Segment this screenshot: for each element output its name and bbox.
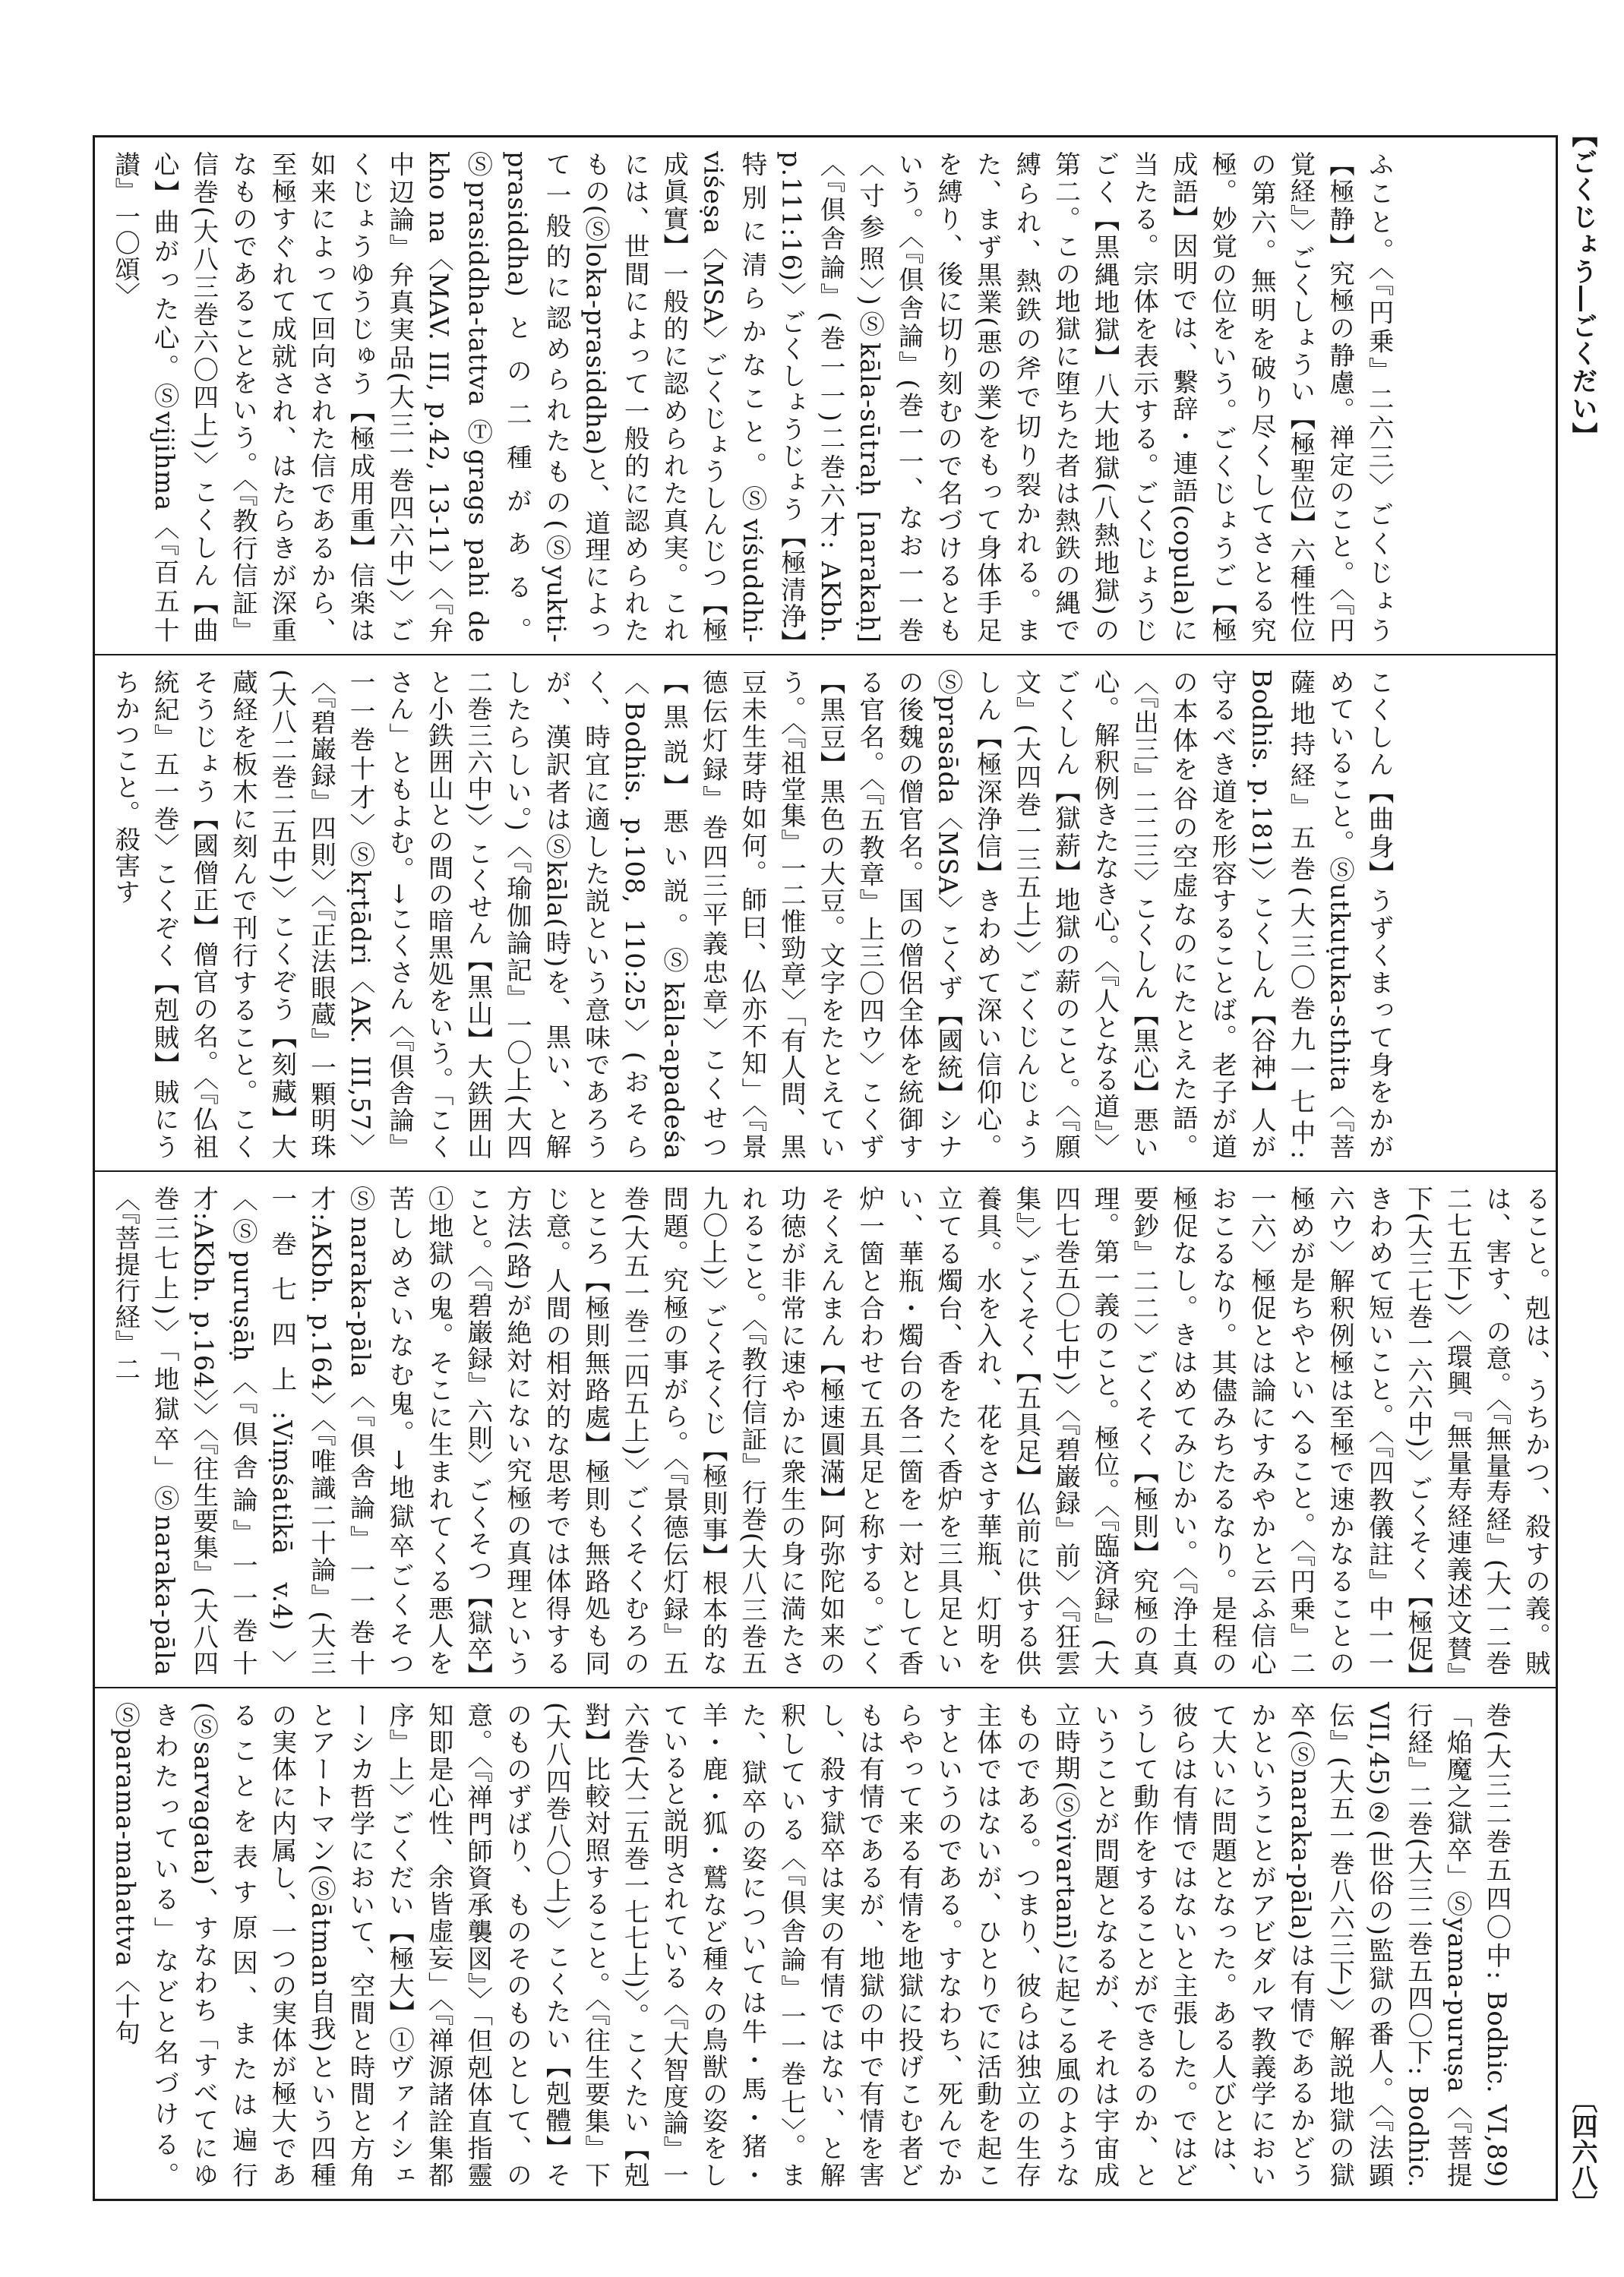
tier-1-text: ふこと。〈『円乗』二六三〉ごくじょう【極静】究極の静慮。禅定のこと。〈『円覚経』〉ごくしょうい【極聖位】六種性位の第六。無明を破り尽くしてさとる究極。妙覚の位をいう。ごくじょうご【極成語】因明では、繋辞・連語(copula)に当たる。宗体を表示する。ごくじょうじごく【黒縄地獄】八大地獄(八熱地獄)の第二。この地獄に堕ちた者は熱鉄の縄で縛られ、熱鉄の斧で切り裂かれる。また、まず黒業(悪の業)をもって身体手足を縛り、後に切り刻むので名づけるともいう。〈『倶舎論』(巻一一、なお一一巻〈寸参照〉)Ⓢkāla-sūtraḥ [narakaḥ]〈『倶舎論』(巻一一)二巻六才: AKbh. p.111:16)〉ごくしょうじょう【極清浄】特別に清らかなこと。Ⓢviśuddhi-viśeṣa〈MSA〉ごくじょうしんじつ【極成眞實】一般的に認められた真実。これには、世間によって一般的に認められたもの(Ⓢloka-prasiddha)と、道理によって一般的に認められたもの(Ⓢyukti-prasiddha)との二種がある。Ⓢprasiddha-tattva Ⓣgrags pahi de kho na〈MAV. III, p.42, 13-11〉〈『弁中辺論』弁真実品(大三一巻四六中)〉ごくじょうゆうじゅう【極成用重】信楽は如来によって回向された信であるから、至極すぐれて成就され、はたらきが深重なものであることをいう。〈『教行信証』信巻(大八三巻六〇四上)〉こくしん【曲心】曲がった心。Ⓢvijihma〈『百五十讃』一〇頌〉 — [110, 151, 1395, 643]
tier-3-text: ること。剋は、うちかつ、殺すの義。賊は、害す、の意。〈『無量寿経』(大一二巻二七五下)〉〈環興『無量寿経連義述文賛』下(大三七巻一六六中)〉ごくそく【極促】きわめて短いこと。〈『四教儀註』中一一六ウ〉解釈例極は至極で速かなることの極めが是ちやといへること。〈『円乗』二一六〉極促とは論にすみやかと云ふ信心おこるなり。其儘みちたるなり。是程の極促なし。きはめてみじかい。〈『浄土真要鈔』二二〉ごくそく【極則】究極の真理。第一義のこと。極位。〈『臨済録』(大四七巻五〇七中)〉〈『碧巌録』前〉〈『狂雲集』〉ごくそく【五具足】仏前に供する供養具。水を入れ、花をさす華瓶、灯明を立てる燭台、香をたく香炉を三具足といい、華瓶・燭台の各二箇を一対として香炉一箇と合わせて五具足と称する。ごくそくえんまん【極速圓滿】阿弥陀如来の功徳が非常に速やかに衆生の身に満たされること。〈『教行信証』行巻(大八三巻五九〇上)〉ごくそくじ【極則事】根本的な問題。究極の事がら。〈『景德伝灯録』五巻(大五一巻二四五上)〉ごくそくむろのところ【極則無路處】極則も無路処も同じ意。人間の相対的な思考では体得する方法(路)が絶対にない究極の真理ということ。〈『碧巌録』六則〉ごくそつ【獄卒】①地獄の鬼。そこに生まれてくる悪人を苦しめさいなむ鬼。→地獄卒ごくそつⓈnaraka-pāla〈『倶舎論』一一巻十才:AKbh. p.164〉〈『唯識二十論』(大三一巻七四上:Viṃśatikā v.4)〉〈Ⓢpuruṣāḥ〈『倶舎論』一一巻十才:AKbh. p.164〉〉〈『往生要集』(大八四巻三七上)〉「地獄卒」Ⓢnaraka-pāla〈『菩提行経』二 — [110, 1186, 1551, 1676]
tier-4 — [95, 1687, 1556, 2199]
tier-1 — [95, 137, 1556, 654]
tier-4-text: 巻(大三二巻五四〇中: Bodhic. VI,89)「焔魔之獄卒」Ⓢyama-puruṣa〈『菩提行経』二巻(大三二巻五四〇下: Bodhic. VII,45)②(世俗の)監獄の番人。〈『法顕伝』(大五一巻八六三下)〉解説地獄の獄卒(Ⓢnaraka-pāla)は有情であるかどうかということがアビダルマ教義学において大いに問題となった。ある人びとは、彼らは有情ではないと主張した。ではどうして動作をすることができるのか、ということが問題となるが、それは宇宙成立時期(Ⓢvivartanī)に起こる風のようなものである。つまり、彼らは独立の生存主体ではないが、ひとりでに活動を起こすというのである。すなわち、死んでからやって来る有情を地獄に投げこむ者どもは有情であるが、地獄の中で有情を害し、殺す獄卒は実の有情ではない、と解釈している〈『倶舎論』一一巻七〉。また、獄卒の姿については牛・馬・猪・羊・鹿・狐・鷲など種々の鳥獣の姿をしていると説明されている〈『大智度論』一六巻(大二五巻一七七上)〉。こくたい【剋對】比較対照すること。〈『往生要集』下(大八四巻八〇上)〉こくたい【剋體】そのものずばり、ものそのものとして、の意。〈『禅門師資承襲図』〉「但剋体直指靈知即是心性、余皆虚妄」〈『禅源諸詮集都序』上〉ごくだい【極大】①ヴァイシェーシカ哲学において、空間と時間と方角とアートマン(Ⓢātman自我)という四種の実体に内属し、一つの実体が極大であることを表す原因、または遍行(Ⓢsarvagata)、すなわち「すべてにゆきわたっている」などと名づける。Ⓢparama-mahattva〈十句 — [110, 1702, 1512, 2188]
tier-2-text: こくしん【曲身】うずくまって身をかがめていること。Ⓢutkuṭuka-sthita〈『菩薩地持経』五巻(大三〇巻九一七中: Bodhis. p.181)〉こくしん【谷神】人が守るべき道を形容することば。老子が道の本体を谷の空虚なのにたとえた語。〈『出三』二二三〉こくしん【黒心】悪い心。解釈例きたなき心。〈『人となる道』〉ごくしん【獄薪】地獄の薪のこと。〈『願文』(大四巻一三五上)〉ごくじんじょうしん【極深浄信】きわめて深い信仰心。Ⓢprasāda〈MSA〉こくず【國統】シナの後魏の僧官名。国の僧侶全体を統御する官名。〈『五教章』上三〇四ウ〉こくず【黒豆】黒色の大豆。文字をたとえていう。〈『祖堂集』一二惟勁章〉「有人問、黒豆未生芽時如何。師曰、仏亦不知」〈『景德伝灯録』巻四三平義忠章〉こくせつ【黒説】悪い説。Ⓢkāla-apadeśa〈Bodhis. p.108, 110:25〉(おそらく、時宜に適した説という意味であろうが、漢訳者はⓈkāla(時)を、黒い、と解したらしい。)〈『瑜伽論記』一〇上(大四二巻三六中)〉こくせん【黒山】大鉄囲山と小鉄囲山との間の暗黒処をいう。「こくさん」ともよむ。→こくさん〈『倶舎論』一一巻十才〉Ⓢkṛtādri〈AK. III,57〉〈『碧巌録』四則〉〈『正法眼蔵』一顆明珠(大八二巻二五中)〉こくぞう【刻藏】大蔵経を板木に刻んで刊行すること。こくそうじょう【國僧正】僧官の名。〈『仏祖統紀』五一巻〉こくぞく【剋賊】賊にうちかつこと。殺害す — [110, 669, 1395, 1160]
tier-3 — [95, 1170, 1556, 1687]
page-frame — [93, 135, 1558, 2201]
page-number: 〔四六八〕 — [1567, 2087, 1597, 2216]
running-head: 【ごくじょう―ごくだい】 — [1567, 122, 1597, 450]
tier-2 — [95, 654, 1556, 1170]
